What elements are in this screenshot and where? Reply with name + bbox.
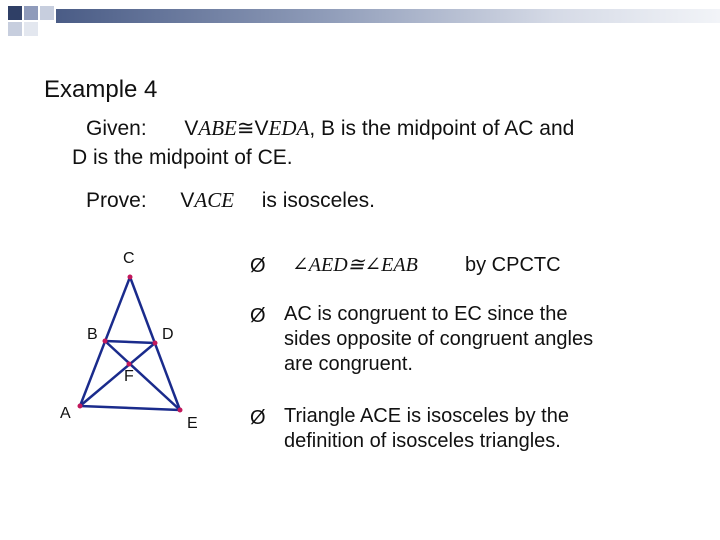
given-expr-abe: ABE: [198, 116, 237, 140]
label-f: F: [124, 368, 134, 385]
triangle-symbol: V: [254, 117, 269, 140]
label-d: D: [162, 326, 174, 343]
segment-ae: [80, 406, 180, 410]
step3-line: Triangle ACE is isosceles by the: [284, 405, 569, 427]
prove-text: is isosceles.: [261, 189, 375, 212]
step3-line: definition of isosceles triangles.: [284, 430, 561, 452]
slide-title: Example 4: [44, 76, 158, 103]
step2-line: AC is congruent to EC since the: [284, 303, 568, 325]
bullet-arrow-icon: Ø: [250, 305, 266, 327]
given-line-2: D is the midpoint of CE.: [72, 146, 293, 169]
step1-reason: by CPCTC: [465, 254, 561, 276]
triangle-symbol: V: [180, 189, 195, 212]
label-c: C: [123, 250, 135, 267]
prove-label: Prove:: [86, 189, 147, 212]
step1-expression: ∠AED≅∠EAB: [292, 254, 418, 276]
point-d: [153, 341, 158, 346]
given-expr-eda: EDA: [268, 116, 310, 140]
bullet-arrow-icon: Ø: [250, 255, 266, 277]
point-c: [128, 275, 133, 280]
given-text: , B is the midpoint of AC and: [309, 117, 575, 140]
given-label: Given:: [86, 117, 147, 140]
point-e: [178, 408, 183, 413]
label-a: A: [60, 405, 71, 422]
segment-bd: [105, 341, 155, 343]
step2-text: [284, 302, 593, 377]
point-b: [103, 339, 108, 344]
point-f: [127, 362, 132, 367]
step2-line: sides opposite of congruent angles: [284, 328, 594, 350]
step2-line: are congruent.: [284, 353, 413, 375]
step3-text: [284, 404, 569, 454]
congruent-symbol: ≅: [236, 117, 255, 140]
bullet-arrow-icon: Ø: [250, 407, 266, 429]
triangle-symbol: V: [184, 117, 199, 140]
label-b: B: [87, 326, 98, 343]
label-e: E: [187, 415, 198, 432]
prove-expr: ACE: [194, 188, 235, 212]
point-a: [78, 404, 83, 409]
